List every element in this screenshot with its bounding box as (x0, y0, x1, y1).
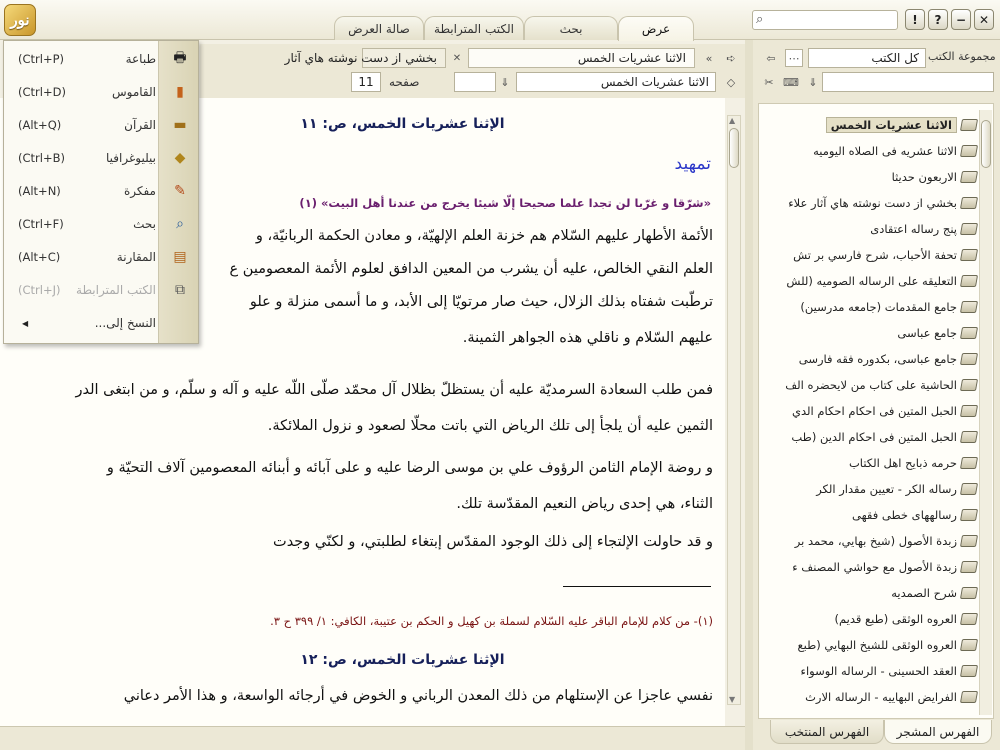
book-item[interactable]: العروه الوثقى للشيخ البهايي (طبع (777, 634, 977, 656)
paragraph-line: فمن طلب السعادة السرمديّة عليه أن يستظلّ بظلال آل محمّد صلّى اللّه عليه و آله و سلّم، و من ابتغى الدر (75, 382, 713, 398)
tools-icon[interactable]: ✂ (764, 75, 774, 89)
menu-item-linked-books[interactable]: ⧉ الكتب المترابطة (Ctrl+J) (4, 274, 200, 307)
book-icon (960, 249, 978, 261)
book-icon (960, 535, 978, 547)
tab-selected-index[interactable]: الفهرس المنتخب (770, 720, 884, 744)
footnote-divider (563, 586, 711, 587)
tab-view[interactable]: عرض (618, 16, 694, 41)
book-item[interactable]: حرمه ذبايح اهل الكتاب (777, 452, 977, 474)
keyboard-icon[interactable]: ⌨ (783, 75, 799, 89)
doc-tab-second[interactable]: بخشي از دست نوشته هاي آثار (362, 48, 446, 68)
paragraph-line: عليهم السّلام و ناقلي هذه الجواهر الثمينة. (462, 330, 713, 346)
tab-gallery[interactable]: صالة العرض (334, 16, 424, 40)
menu-item-search[interactable]: ⌕ بحث (Ctrl+F) (4, 208, 200, 241)
book-group-label: مجموعة الكتب (928, 50, 996, 63)
book-item[interactable]: زبدة الأصول (شيخ بهايي، محمد بر (777, 530, 977, 552)
close-tab-icon[interactable]: ✕ (452, 52, 462, 64)
menu-item-copy-to[interactable]: النسخ إلى... (94, 316, 156, 330)
book-icon (960, 301, 978, 313)
book-item[interactable]: الاثنا عشريه فى الصلاه اليوميه (777, 140, 977, 162)
dropdown-down-icon[interactable]: ⇓ (500, 75, 510, 89)
quran-icon: ▬ (173, 117, 187, 133)
book-item[interactable]: الاثنا عشريات الخمس (777, 114, 977, 136)
book-icon (960, 691, 978, 703)
printer-icon: 🖶 (173, 50, 187, 66)
page-number-input[interactable]: 11 (351, 72, 381, 92)
paragraph-line: الثناء، هي إحدى رياض النعيم المقدّسة تلك. (456, 496, 713, 512)
book-icon (960, 353, 978, 365)
paragraph-line: نفسي عاجزا عن الإستلهام من ذلك المعدن الرباني و الخوض في أرجائه الواسعة، و هذا الأمر دعاني (123, 688, 713, 704)
bookmark-tag-icon[interactable]: ◇ (726, 75, 736, 89)
top-bar (0, 0, 1000, 40)
book-icon (960, 613, 978, 625)
nav-forward-icon[interactable]: ➪ (726, 51, 736, 65)
menu-item-compare[interactable]: ▤ المقارنة (Alt+C) (4, 241, 200, 274)
quote-text: «شرّقا و غرّبا لن تجدا علما صحيحا إلّا شيئا يخرج من عندنا أهل البيت» (١) (299, 196, 711, 210)
book-list (758, 103, 994, 719)
book-item[interactable]: تحفة الأحباب، شرح فارسي بر تش (777, 244, 977, 266)
book-item[interactable]: الحبل المتين فى احكام الدين (طب (777, 426, 977, 448)
book-icon (960, 457, 978, 469)
dictionary-icon: ▮ (176, 84, 184, 100)
bibliography-icon: ◆ (174, 150, 186, 166)
menu-item-notepad[interactable]: ✎ مفكرة (Alt+N) (4, 175, 200, 208)
pane-splitter[interactable] (745, 40, 753, 750)
info-button[interactable]: ! (905, 9, 925, 30)
scroll-down-icon[interactable]: ▼ (729, 695, 736, 704)
book-item[interactable]: رسالههاى خطى فقهى (777, 504, 977, 526)
book-list-scrollbar[interactable] (979, 110, 992, 715)
page-header: الإثنا عشريات الخمس، ص: ١٢ (300, 652, 505, 668)
section-dropdown[interactable] (454, 72, 496, 92)
tab-search[interactable]: بحث (524, 16, 618, 40)
book-item[interactable]: زبدة الأصول مع حواشي المصنف ء (777, 556, 977, 578)
back-arrow-icon[interactable]: ⇦ (766, 51, 776, 65)
scroll-thumb[interactable] (981, 120, 991, 168)
paragraph-line: ترطّبت شفتاه بذلك الزلال، حيث صار مرتويّا إلى الأبد، و ما أسمى منزلة و علو (249, 294, 713, 310)
book-icon (960, 509, 978, 521)
book-icon (960, 431, 978, 443)
section-heading: تمهيد (674, 154, 711, 174)
scroll-up-icon[interactable]: ▲ (729, 116, 736, 125)
book-item[interactable]: الاربعون حديثا (777, 166, 977, 188)
book-icon (960, 405, 978, 417)
minimize-button[interactable]: − (951, 9, 971, 30)
book-item[interactable]: بخشي از دست نوشته هاي آثار علاء (777, 192, 977, 214)
book-item[interactable]: جامع المقدمات (جامعه مدرسين) (777, 296, 977, 318)
book-icon (960, 327, 978, 339)
book-filter-input[interactable] (822, 72, 994, 92)
linked-books-icon: ⧉ (175, 282, 185, 298)
page-label: صفحه (389, 75, 420, 89)
paragraph-line: العلم النقي الخالص، عليه أن يشرب من المعين الدافق لعلوم الأئمة المعصومين ع (229, 261, 713, 277)
scroll-thumb[interactable] (729, 128, 739, 168)
paragraph-line: الثمين عليه أن يلجأ إلى تلك الرياض التي باتت محلّا لصعود و نزول الملائكة. (267, 418, 713, 434)
book-icon (960, 665, 978, 677)
book-icon (960, 171, 978, 183)
book-group-select[interactable]: كل الكتب (808, 48, 926, 68)
filter-down-icon[interactable]: ⇓ (808, 75, 818, 89)
menu-item-quran[interactable]: ▬ القرآن (Alt+Q) (4, 109, 200, 142)
paragraph-line: و روضة الإمام الثامن الرؤوف علي بن موسى الرضا عليه و على آبائه و أبنائه المعصومين آلاف التحيّة و (106, 460, 713, 476)
book-item[interactable]: الحبل المتين فى احكام احكام الدي (777, 400, 977, 422)
compare-icon: ▤ (173, 249, 187, 265)
collapse-arrows-icon[interactable]: « (705, 51, 713, 65)
book-icon (960, 561, 978, 573)
book-icon (960, 483, 978, 495)
search-icon: ⌕ (756, 12, 764, 27)
book-item[interactable]: العروه الوثقى (طبع قديم) (777, 608, 977, 630)
help-button[interactable]: ? (928, 9, 948, 30)
book-item[interactable]: الحاشية على كتاب من لايحضره الف (777, 374, 977, 396)
search-icon: ⌕ (176, 216, 184, 232)
menu-item-bibliography[interactable]: ◆ بيليوغرافيا (Ctrl+B) (4, 142, 200, 175)
menu-item-print[interactable]: 🖶 طباعة (Ctrl+P) (4, 43, 200, 76)
book-item[interactable]: پنج رساله اعتقادى (777, 218, 977, 240)
book-icon (960, 145, 978, 157)
book-item[interactable]: الفرايض البهاييه - الرساله الارث (777, 686, 977, 708)
app-logo[interactable]: نور (4, 4, 36, 36)
doc-tab-active[interactable]: الاثنا عشريات الخمس (468, 48, 695, 68)
paragraph-line: و قد حاولت الإلتجاء إلى ذلك الوجود المقدّس إبتغاء لطلبتي، و لكنّي وجدت (273, 534, 713, 550)
book-item[interactable]: جامع عباسى (777, 322, 977, 344)
book-item[interactable]: التعليقه على الرساله الصوميه (للش (777, 270, 977, 292)
book-icon (960, 119, 978, 131)
book-item[interactable]: جامع عباسى، بكدوره فقه فارسى (777, 348, 977, 370)
book-item[interactable]: شرح الصمديه (777, 582, 977, 604)
book-icon (960, 197, 978, 209)
footnote: (١)- من كلام للإمام الباقر عليه السّلام لسملة بن كهيل و الحكم بن عتيبة، الكافي: ١/ ٣٩٩ ح ٣. (270, 614, 713, 628)
book-name-field[interactable]: الاثنا عشريات الخمس (516, 72, 716, 92)
main-menu (3, 40, 199, 344)
book-icon (960, 639, 978, 651)
book-icon (960, 275, 978, 287)
content-scrollbar[interactable] (727, 115, 741, 705)
book-icon (960, 587, 978, 599)
close-button[interactable]: ✕ (974, 9, 994, 30)
tab-linked-books[interactable]: الكتب المترابطة (424, 16, 524, 40)
notepad-icon: ✎ (174, 183, 186, 199)
paragraph-line: الأئمة الأطهار عليهم السّلام هم خزنة العلم الإلهيّة، و معادن الحكمة الربانيّة، و (255, 228, 713, 244)
page-header: الإثنا عشريات الخمس، ص: ١١ (300, 116, 505, 132)
menu-item-dictionary[interactable]: ▮ القاموس (Ctrl+D) (4, 76, 200, 109)
book-icon (960, 223, 978, 235)
book-icon (960, 379, 978, 391)
submenu-arrow-icon: ◀ (22, 319, 29, 328)
book-item[interactable]: العقد الحسينى - الرساله الوسواء (777, 660, 977, 682)
status-strip (0, 726, 750, 750)
tab-tree-index[interactable]: الفهرس المشجر (884, 720, 992, 744)
global-search-input[interactable] (752, 10, 898, 30)
book-item[interactable]: رساله الكر - تعيين مقدار الكر (777, 478, 977, 500)
more-options-icon[interactable]: ⋯ (785, 49, 803, 67)
